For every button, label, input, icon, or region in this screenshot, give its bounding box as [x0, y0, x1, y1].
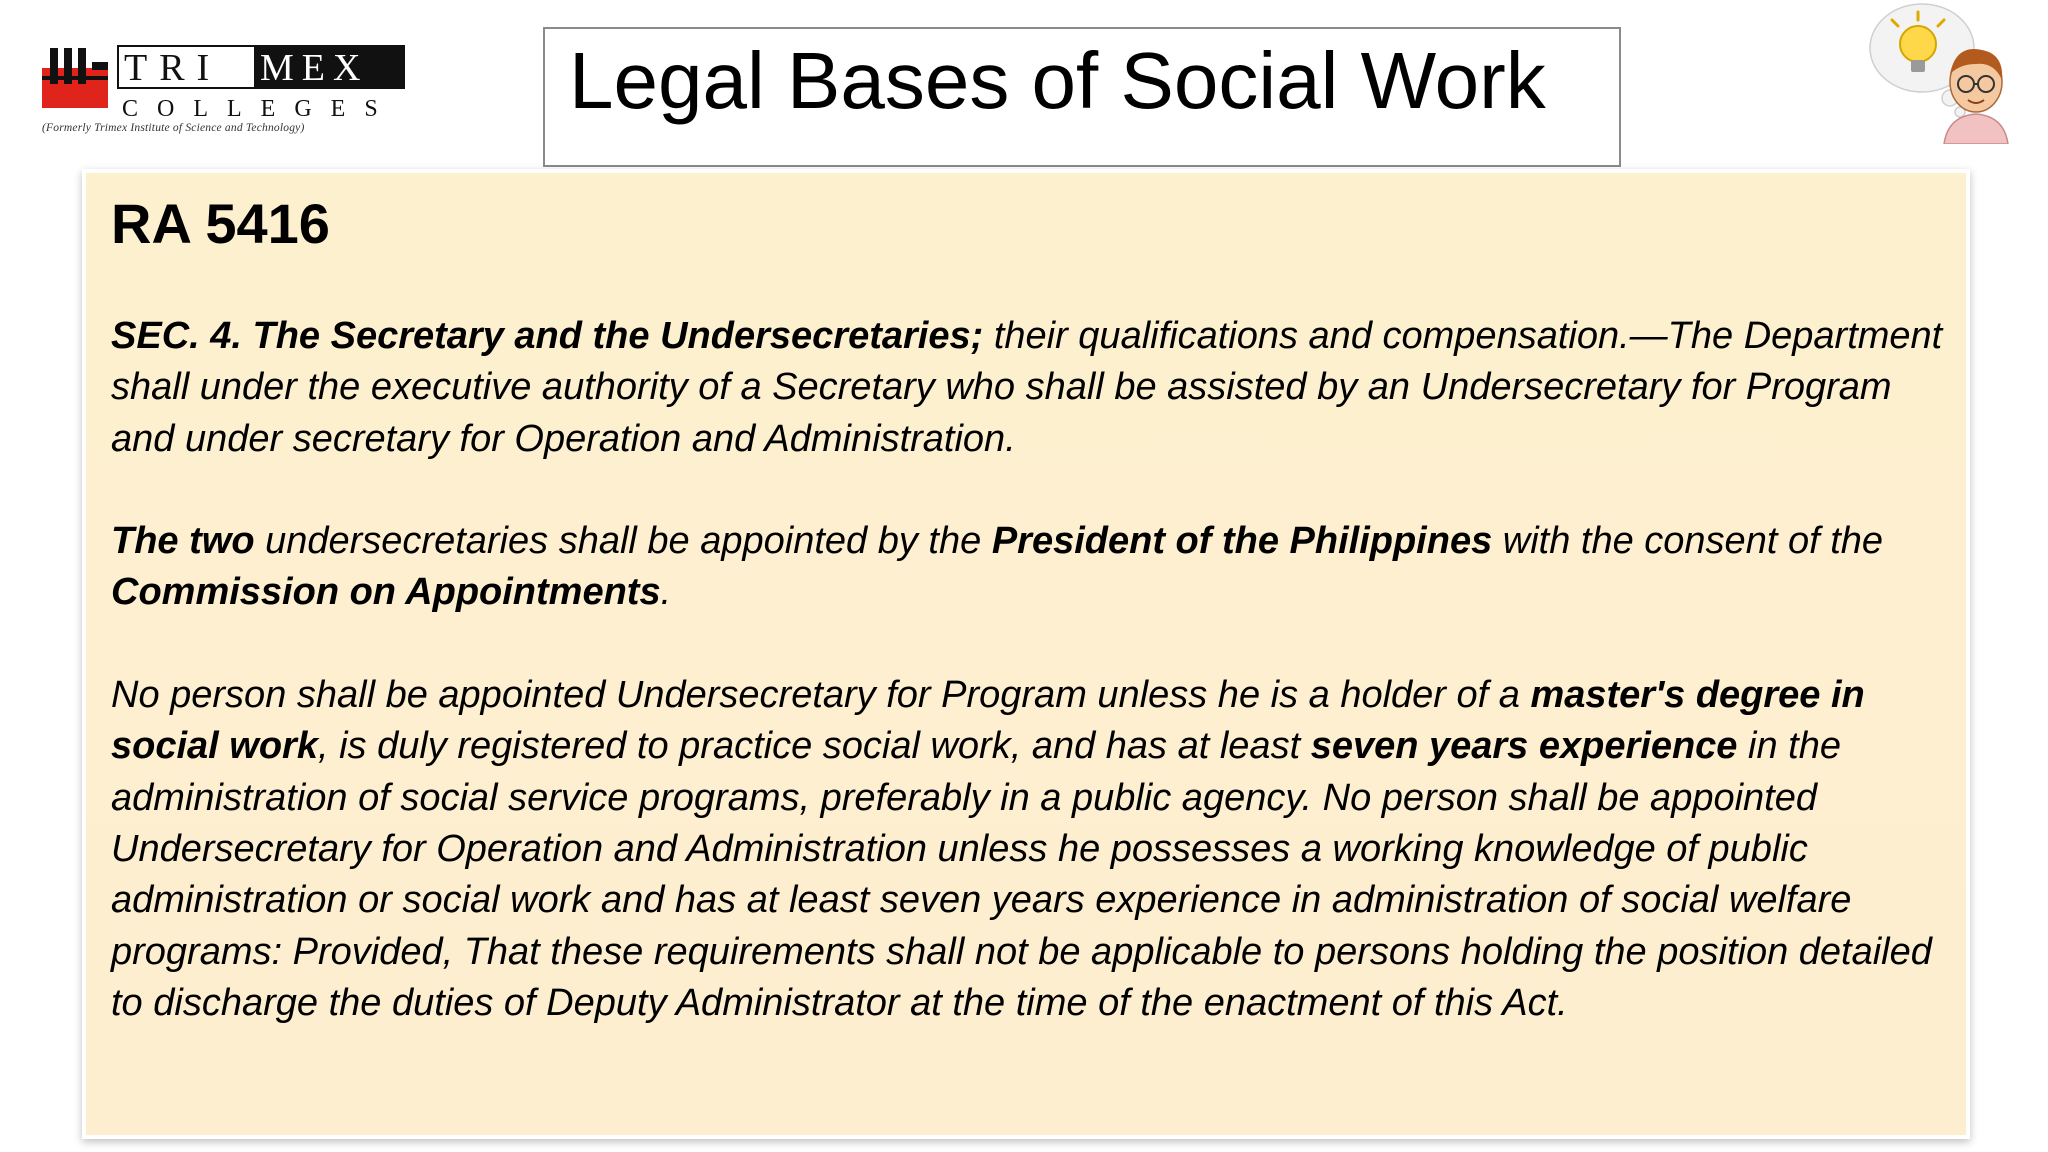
appointment-bold-2: President of the Philippines: [991, 520, 1493, 563]
appointment-bold-1: The two: [111, 520, 255, 563]
trimex-colleges-logo: [42, 44, 412, 140]
qualifications-text-1: No person shall be appointed Undersecretary for Program unless he is a holder of a: [111, 674, 1531, 717]
appointment-text-2: with the consent of the: [1492, 520, 1884, 563]
paragraph-appointment: [111, 516, 1956, 619]
logo-sub-line: COLLEGES: [122, 96, 397, 122]
qualifications-text-2: , is duly registered to practice social work, and has at least: [317, 725, 1311, 768]
paragraph-qualifications: [111, 670, 1956, 1029]
content-heading: RA 5416: [111, 192, 330, 255]
paragraph-sec4: [111, 311, 1956, 465]
thinking-person-lightbulb-icon: [1864, 0, 2014, 144]
appointment-text-3: .: [660, 571, 672, 614]
sec4-bold: SEC. 4. The Secretary and the Undersecretaries;: [111, 315, 984, 357]
title-box: [543, 27, 1621, 167]
content-body: [111, 311, 1956, 1080]
logo-tagline: (Formerly Trimex Institute of Science and Technology): [42, 122, 305, 134]
qualifications-bold-2: seven years experience: [1310, 725, 1738, 768]
qualifications-text-3: in the administration of social service programs, preferably in a public agency. No person shall be appointed Undersecretary for Operation and Administration unless he possesses a working knowledge of public administration or social work and has at least seven years experience in administration of social welfare programs: Provided, That these requirements shall not be applicable to persons holding the position detailed to discharge the duties of Deputy Administrator at the time of the enactment of this Act.: [111, 725, 1932, 1024]
qualifications-bold-1: master's degree in social work: [111, 674, 1865, 768]
logo-mark-icon: [42, 44, 412, 122]
content-card: [86, 173, 1966, 1135]
appointment-text-1: undersecretaries shall be appointed by the: [254, 520, 992, 563]
page-title: Legal Bases of Social Work: [569, 36, 1546, 125]
appointment-bold-3: Commission on Appointments: [111, 571, 661, 614]
logo-brand-part1: TRI: [124, 47, 222, 89]
logo-brand-part2: MEX: [260, 47, 369, 89]
sec4-text: their qualifications and compensation.—The Department shall under the executive authority of a Secretary who shall be assisted by an Undersecretary for Program and under secretary for Operation and Administration.: [111, 315, 1943, 460]
